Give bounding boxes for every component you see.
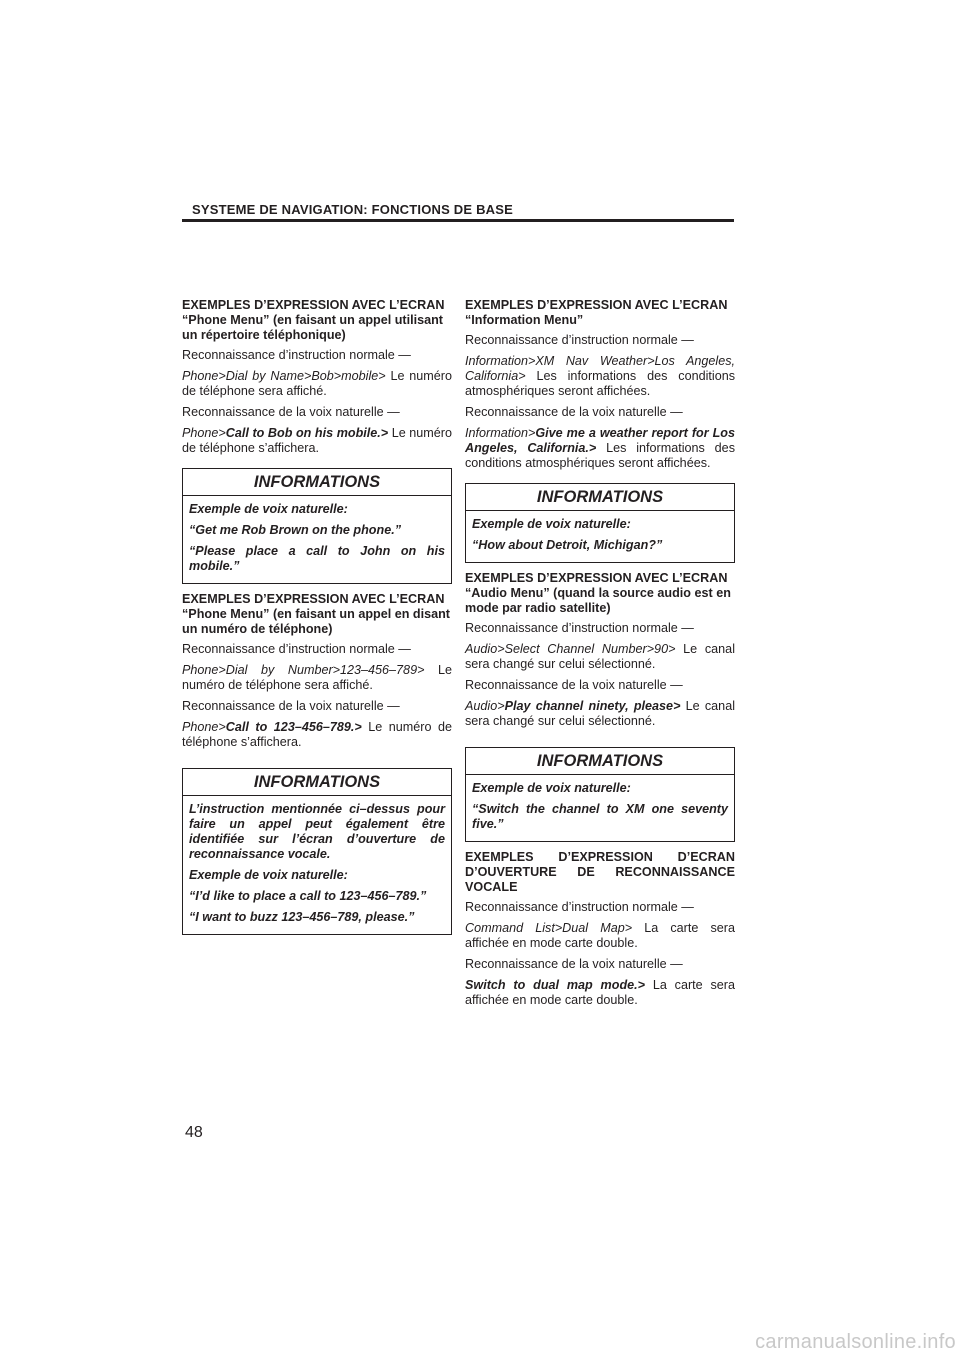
natural-example <box>465 426 735 471</box>
normal-example <box>182 663 452 693</box>
info-line: Exemple de voix naturelle: <box>472 517 631 531</box>
info-line: “Please place a call to John on his mobile.” <box>189 544 445 573</box>
result-text: Les informations des conditions atmosphériques seront affichées. <box>465 441 735 470</box>
result-text: Les informations des conditions atmosphériques seront affichées. <box>465 369 736 398</box>
section-heading: EXEMPLES D’EXPRESSION AVEC L’ECRAN “Phone Menu” (en faisant un appel utilisant un répertoire téléphonique) <box>182 298 445 342</box>
result-text: Le numéro de téléphone s’affichera. <box>182 720 453 749</box>
result-text: La carte sera affichée en mode carte double. <box>465 921 735 950</box>
info-body <box>183 796 451 934</box>
normal-label: Reconnaissance d’instruction normale — <box>465 900 694 914</box>
info-line: “Switch the channel to XM one seventy five.” <box>472 802 728 831</box>
info-line: Exemple de voix naturelle: <box>189 868 348 882</box>
command-text: Information>XM Nav Weather>Los Angeles, California> <box>465 354 735 383</box>
info-title: INFORMATIONS <box>466 484 734 511</box>
info-title: INFORMATIONS <box>466 748 734 775</box>
left-column <box>182 298 452 943</box>
right-column <box>465 298 735 1014</box>
command-prefix: Phone> <box>182 720 226 734</box>
info-body <box>183 496 451 583</box>
page-header: SYSTEME DE NAVIGATION: FONCTIONS DE BASE <box>192 202 513 217</box>
info-line: “Get me Rob Brown on the phone.” <box>189 523 401 537</box>
natural-example <box>182 720 452 750</box>
info-line: “I’d like to place a call to 123–456–789.” <box>189 889 427 903</box>
section-heading: EXEMPLES D’EXPRESSION D’ECRAN D’OUVERTURE DE RECONNAISSANCE VOCALE <box>465 850 735 894</box>
normal-example <box>465 354 735 399</box>
info-box <box>465 483 735 563</box>
command-text: Switch to dual map mode.> <box>465 978 645 992</box>
normal-example <box>465 642 735 672</box>
page-number: 48 <box>185 1124 203 1141</box>
natural-label: Reconnaissance de la voix naturelle — <box>465 678 683 692</box>
normal-label: Reconnaissance d’instruction normale — <box>182 642 411 656</box>
natural-label: Reconnaissance de la voix naturelle — <box>465 405 683 419</box>
watermark: carmanualsonline.info <box>755 1331 956 1353</box>
natural-example <box>465 699 735 729</box>
info-box <box>182 468 452 584</box>
info-line: Exemple de voix naturelle: <box>472 781 631 795</box>
result-text: Le canal sera changé sur celui sélectionné. <box>465 642 735 671</box>
info-body <box>466 511 734 562</box>
command-text: Phone>Dial by Name>Bob>mobile> <box>182 369 386 383</box>
natural-label: Reconnaissance de la voix naturelle — <box>182 699 400 713</box>
info-title: INFORMATIONS <box>183 769 451 796</box>
info-title: INFORMATIONS <box>183 469 451 496</box>
normal-example <box>465 921 735 951</box>
header-rule <box>182 219 734 222</box>
info-box <box>465 747 735 842</box>
natural-example <box>465 978 735 1008</box>
command-text: Audio>Select Channel Number>90> <box>465 642 676 656</box>
normal-label: Reconnaissance d’instruction normale — <box>465 621 694 635</box>
command-text: Call to 123–456–789.> <box>225 720 362 734</box>
info-line: L’instruction mentionnée ci–dessus pour faire un appel peut également être identifiée sur l’écran d’ouverture de reconnaissance vocale. <box>189 802 445 861</box>
normal-label: Reconnaissance d’instruction normale — <box>465 333 694 347</box>
command-prefix: Phone> <box>182 426 226 440</box>
command-text: Give me a weather report for Los Angeles, California.> <box>465 426 735 455</box>
section-heading: EXEMPLES D’EXPRESSION AVEC L’ECRAN “Information Menu” <box>465 298 728 327</box>
command-prefix: Information> <box>465 426 536 440</box>
normal-label: Reconnaissance d’instruction normale — <box>182 348 411 362</box>
result-text: Le numéro de téléphone sera affiché. <box>182 369 452 398</box>
result-text: La carte sera affichée en mode carte double. <box>465 978 735 1007</box>
natural-example <box>182 426 452 456</box>
command-text: Command List>Dual Map> <box>465 921 633 935</box>
info-line: “How about Detroit, Michigan?” <box>472 538 663 552</box>
result-text: Le canal sera changé sur celui sélectionné. <box>465 699 735 728</box>
natural-label: Reconnaissance de la voix naturelle — <box>465 957 683 971</box>
section-heading: EXEMPLES D’EXPRESSION AVEC L’ECRAN “Phone Menu” (en faisant un appel en disant un numéro de téléphone) <box>182 592 450 636</box>
info-line: “I want to buzz 123–456–789, please.” <box>189 910 415 924</box>
section-heading: EXEMPLES D’EXPRESSION AVEC L’ECRAN “Audio Menu” (quand la source audio est en mode par radio satellite) <box>465 571 731 615</box>
result-text: Le numéro de téléphone sera affiché. <box>182 663 453 692</box>
command-text: Call to Bob on his mobile.> <box>225 426 389 440</box>
info-box <box>182 768 452 935</box>
info-line: Exemple de voix naturelle: <box>189 502 348 516</box>
command-prefix: Audio> <box>465 699 505 713</box>
result-text: Le numéro de téléphone s’affichera. <box>182 426 453 455</box>
command-text: Phone>Dial by Number>123–456–789> <box>182 663 425 677</box>
info-body <box>466 775 734 841</box>
natural-label: Reconnaissance de la voix naturelle — <box>182 405 400 419</box>
command-text: Play channel ninety, please> <box>504 699 681 713</box>
normal-example <box>182 369 452 399</box>
